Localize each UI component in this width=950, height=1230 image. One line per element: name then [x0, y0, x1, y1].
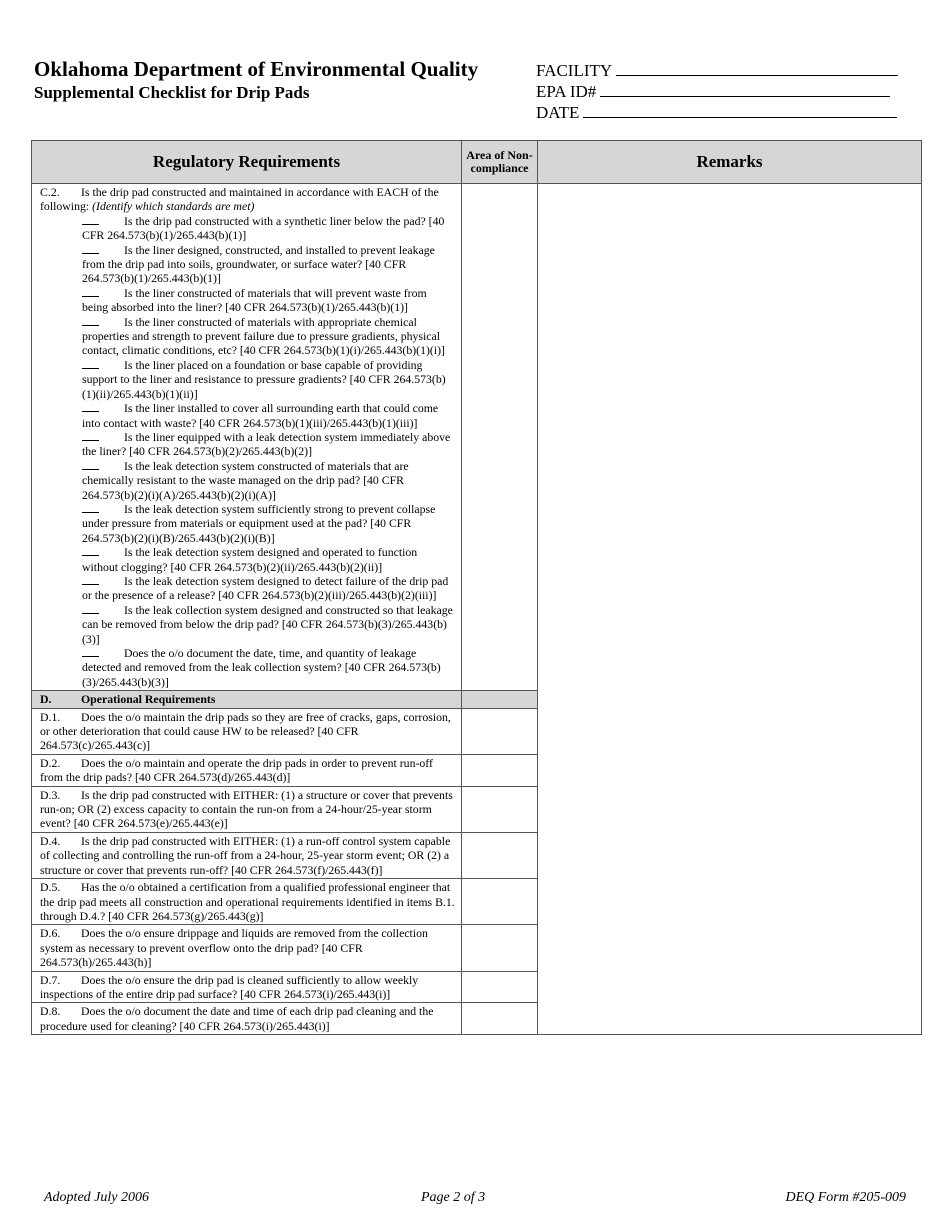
check-blank[interactable] [82, 286, 99, 297]
facility-label: FACILITY [536, 61, 613, 80]
d4-requirement: D.4. Is the drip pad constructed with EITHER: (1) a run-off control system capable of collecting and controlling the run-off from a 24-hour, 25-year storm event; OR (2) a structure or cover that prevents run-off? [40 CFR 264.573(f)/265.443(f)] [32, 832, 462, 878]
organization-name: Oklahoma Department of Environmental Quality [34, 57, 479, 81]
c2-intro [40, 185, 455, 214]
epa-id-field[interactable] [536, 81, 898, 102]
facility-field[interactable] [536, 60, 898, 81]
check-blank[interactable] [82, 545, 99, 556]
area-cell[interactable] [462, 754, 538, 786]
area-cell[interactable] [462, 832, 538, 878]
c2-text: Is the drip pad constructed and maintained in accordance with EACH of the following: [40, 185, 439, 214]
area-cell[interactable] [462, 184, 538, 691]
list-item: Is the liner constructed of materials that will prevent waste from being absorbed into the liner? [40 CFR 264.573(b)(1)/265.443(b)(1)] [82, 285, 427, 315]
area-cell[interactable] [462, 879, 538, 925]
list-item: Is the liner installed to cover all surrounding earth that could come into contact with waste? [40 CFR 264.573(b)(1)(iii)/265.443(b)(1)(iii)] [82, 401, 439, 430]
area-cell[interactable] [462, 1003, 538, 1035]
d5-requirement: D.5. Has the o/o obtained a certification from a qualified professional engineer that the drip pad meets all construction and operational requirements identified in items B.1. through D.4.? [40 CFR 264.573(g)/265.443(g)] [32, 879, 462, 925]
c2-row [32, 184, 922, 691]
list-item: Is the leak detection system designed to detect failure of the drip pad or the presence of a release? [40 CFR 264.573(b)(2)(iii)/265.443(b)(2)(iii)] [82, 573, 449, 603]
check-blank[interactable] [82, 646, 99, 657]
check-blank[interactable] [82, 574, 99, 585]
d3-requirement: D.3. Is the drip pad constructed with EITHER: (1) a structure or cover that prevents run-on; OR (2) excess capacity to contain the run-on from a 24-hour/25-year storm event? [40 CFR 264.573(e)/265.443(e)] [32, 786, 462, 832]
list-item: Is the drip pad constructed with a synthetic liner below the pad? [40 CFR 264.573(b)(1)/265.443(b)(1)] [82, 213, 445, 243]
check-blank[interactable] [82, 430, 99, 441]
facility-value[interactable] [616, 61, 898, 76]
area-cell [462, 691, 538, 708]
area-cell[interactable] [462, 708, 538, 754]
check-blank[interactable] [82, 401, 99, 412]
list-item: Is the liner constructed of materials with appropriate chemical properties and strength to prevent failure due to pressure gradients, physical contact, climatic conditions, etc? [40 CFR 264.573(b)(1)(i)/265.443(b)(1)(i)] [82, 314, 445, 358]
area-cell[interactable] [462, 925, 538, 971]
d6-requirement: D.6. Does the o/o ensure drippage and liquids are removed from the collection system as necessary to prevent overflow onto the drip pad? [40 CFR 264.573(h)/265.443(h)] [32, 925, 462, 971]
list-item: Is the leak detection system designed and operated to function without clogging? [40 CFR 264.573(b)(2)(ii)/265.443(b)(2)(ii)] [82, 545, 418, 574]
d2-requirement: D.2. Does the o/o maintain and operate the drip pads in order to prevent run-off from the drip pads? [40 CFR 264.573(d)/265.443(d)] [32, 754, 462, 786]
footer-adopted: Adopted July 2006 [44, 1190, 149, 1205]
footer-form-number: DEQ Form #205-009 [785, 1190, 906, 1205]
col-header-remarks: Remarks [538, 141, 922, 184]
d7-requirement: D.7. Does the o/o ensure the drip pad is cleaned sufficiently to allow weekly inspections of the entire drip pad surface? [40 CFR 264.573(i)/265.443(i)] [32, 971, 462, 1003]
col-header-requirements: Regulatory Requirements [32, 141, 462, 184]
list-item: Is the liner placed on a foundation or base capable of providing support to the liner and resistance to pressure gradients? [40 CFR 264.573(b)(1)(ii)/265.443(b)(1)(ii)] [82, 357, 446, 401]
d1-requirement: D.1. Does the o/o maintain the drip pads so they are free of cracks, gaps, corrosion, or other deterioration that could cause HW to be released? [40 CFR 264.573(c)/265.443(c)] [32, 708, 462, 754]
section-d-title: D. Operational Requirements [32, 691, 462, 708]
check-blank[interactable] [82, 502, 99, 513]
area-cell[interactable] [462, 786, 538, 832]
form-heading [34, 56, 478, 104]
epa-id-label: EPA ID# [536, 82, 597, 101]
date-label: DATE [536, 103, 580, 122]
epa-id-value[interactable] [600, 82, 890, 97]
check-blank[interactable] [82, 603, 99, 614]
check-blank[interactable] [82, 315, 99, 326]
check-blank[interactable] [82, 358, 99, 369]
table-header-row [32, 141, 922, 184]
remarks-cell[interactable] [538, 184, 922, 1035]
d8-requirement: D.8. Does the o/o document the date and time of each drip pad cleaning and the procedure used for cleaning? [40 CFR 264.573(i)/265.443(i)] [32, 1003, 462, 1035]
form-subtitle: Supplemental Checklist for Drip Pads [34, 83, 310, 102]
check-blank[interactable] [82, 459, 99, 470]
footer-page-number: Page 2 of 3 [421, 1190, 486, 1205]
checklist-table [31, 140, 922, 1035]
check-blank[interactable] [82, 214, 99, 225]
date-field[interactable] [536, 102, 898, 123]
date-value[interactable] [583, 103, 897, 118]
c2-requirement [32, 184, 462, 691]
area-cell[interactable] [462, 971, 538, 1003]
form-fields [536, 60, 898, 123]
col-header-area: Area of Non-compliance [462, 141, 538, 184]
list-item: Is the leak collection system designed and constructed so that leakage can be removed from below the drip pad? [40 CFR 264.573(b)(3)/265.443(b)(3)] [82, 602, 453, 646]
list-item: Is the liner designed, constructed, and installed to prevent leakage from the drip pad into soils, groundwater, or surface water? [40 CFR 264.573(b)(1)/265.443(b)(1)] [82, 242, 435, 286]
c2-number: C.2. [40, 185, 60, 199]
c2-note: (Identify which standards are met) [92, 199, 255, 214]
list-item: Is the leak detection system sufficiently strong to prevent collapse under pressure from materials or equipment used at the pad? [40 CFR 264.573(b)(2)(i)(B)/265.443(b)(2)(i)(B)] [82, 501, 436, 545]
list-item: Is the liner equipped with a leak detection system immediately above the liner? [40 CFR 264.573(b)(2)/265.443(b)(2)] [82, 429, 451, 459]
list-item: Is the leak detection system constructed of materials that are chemically resistant to the waste managed on the drip pad? [40 CFR 264.573(b)(2)(i)(A)/265.443(b)(2)(i)(A)] [82, 458, 409, 502]
list-item: Does the o/o document the date, time, and quantity of leakage detected and removed from the leak collection system? [40 CFR 264.573(b)(3)/265.443(b)(3)] [82, 646, 441, 689]
check-blank[interactable] [82, 243, 99, 254]
